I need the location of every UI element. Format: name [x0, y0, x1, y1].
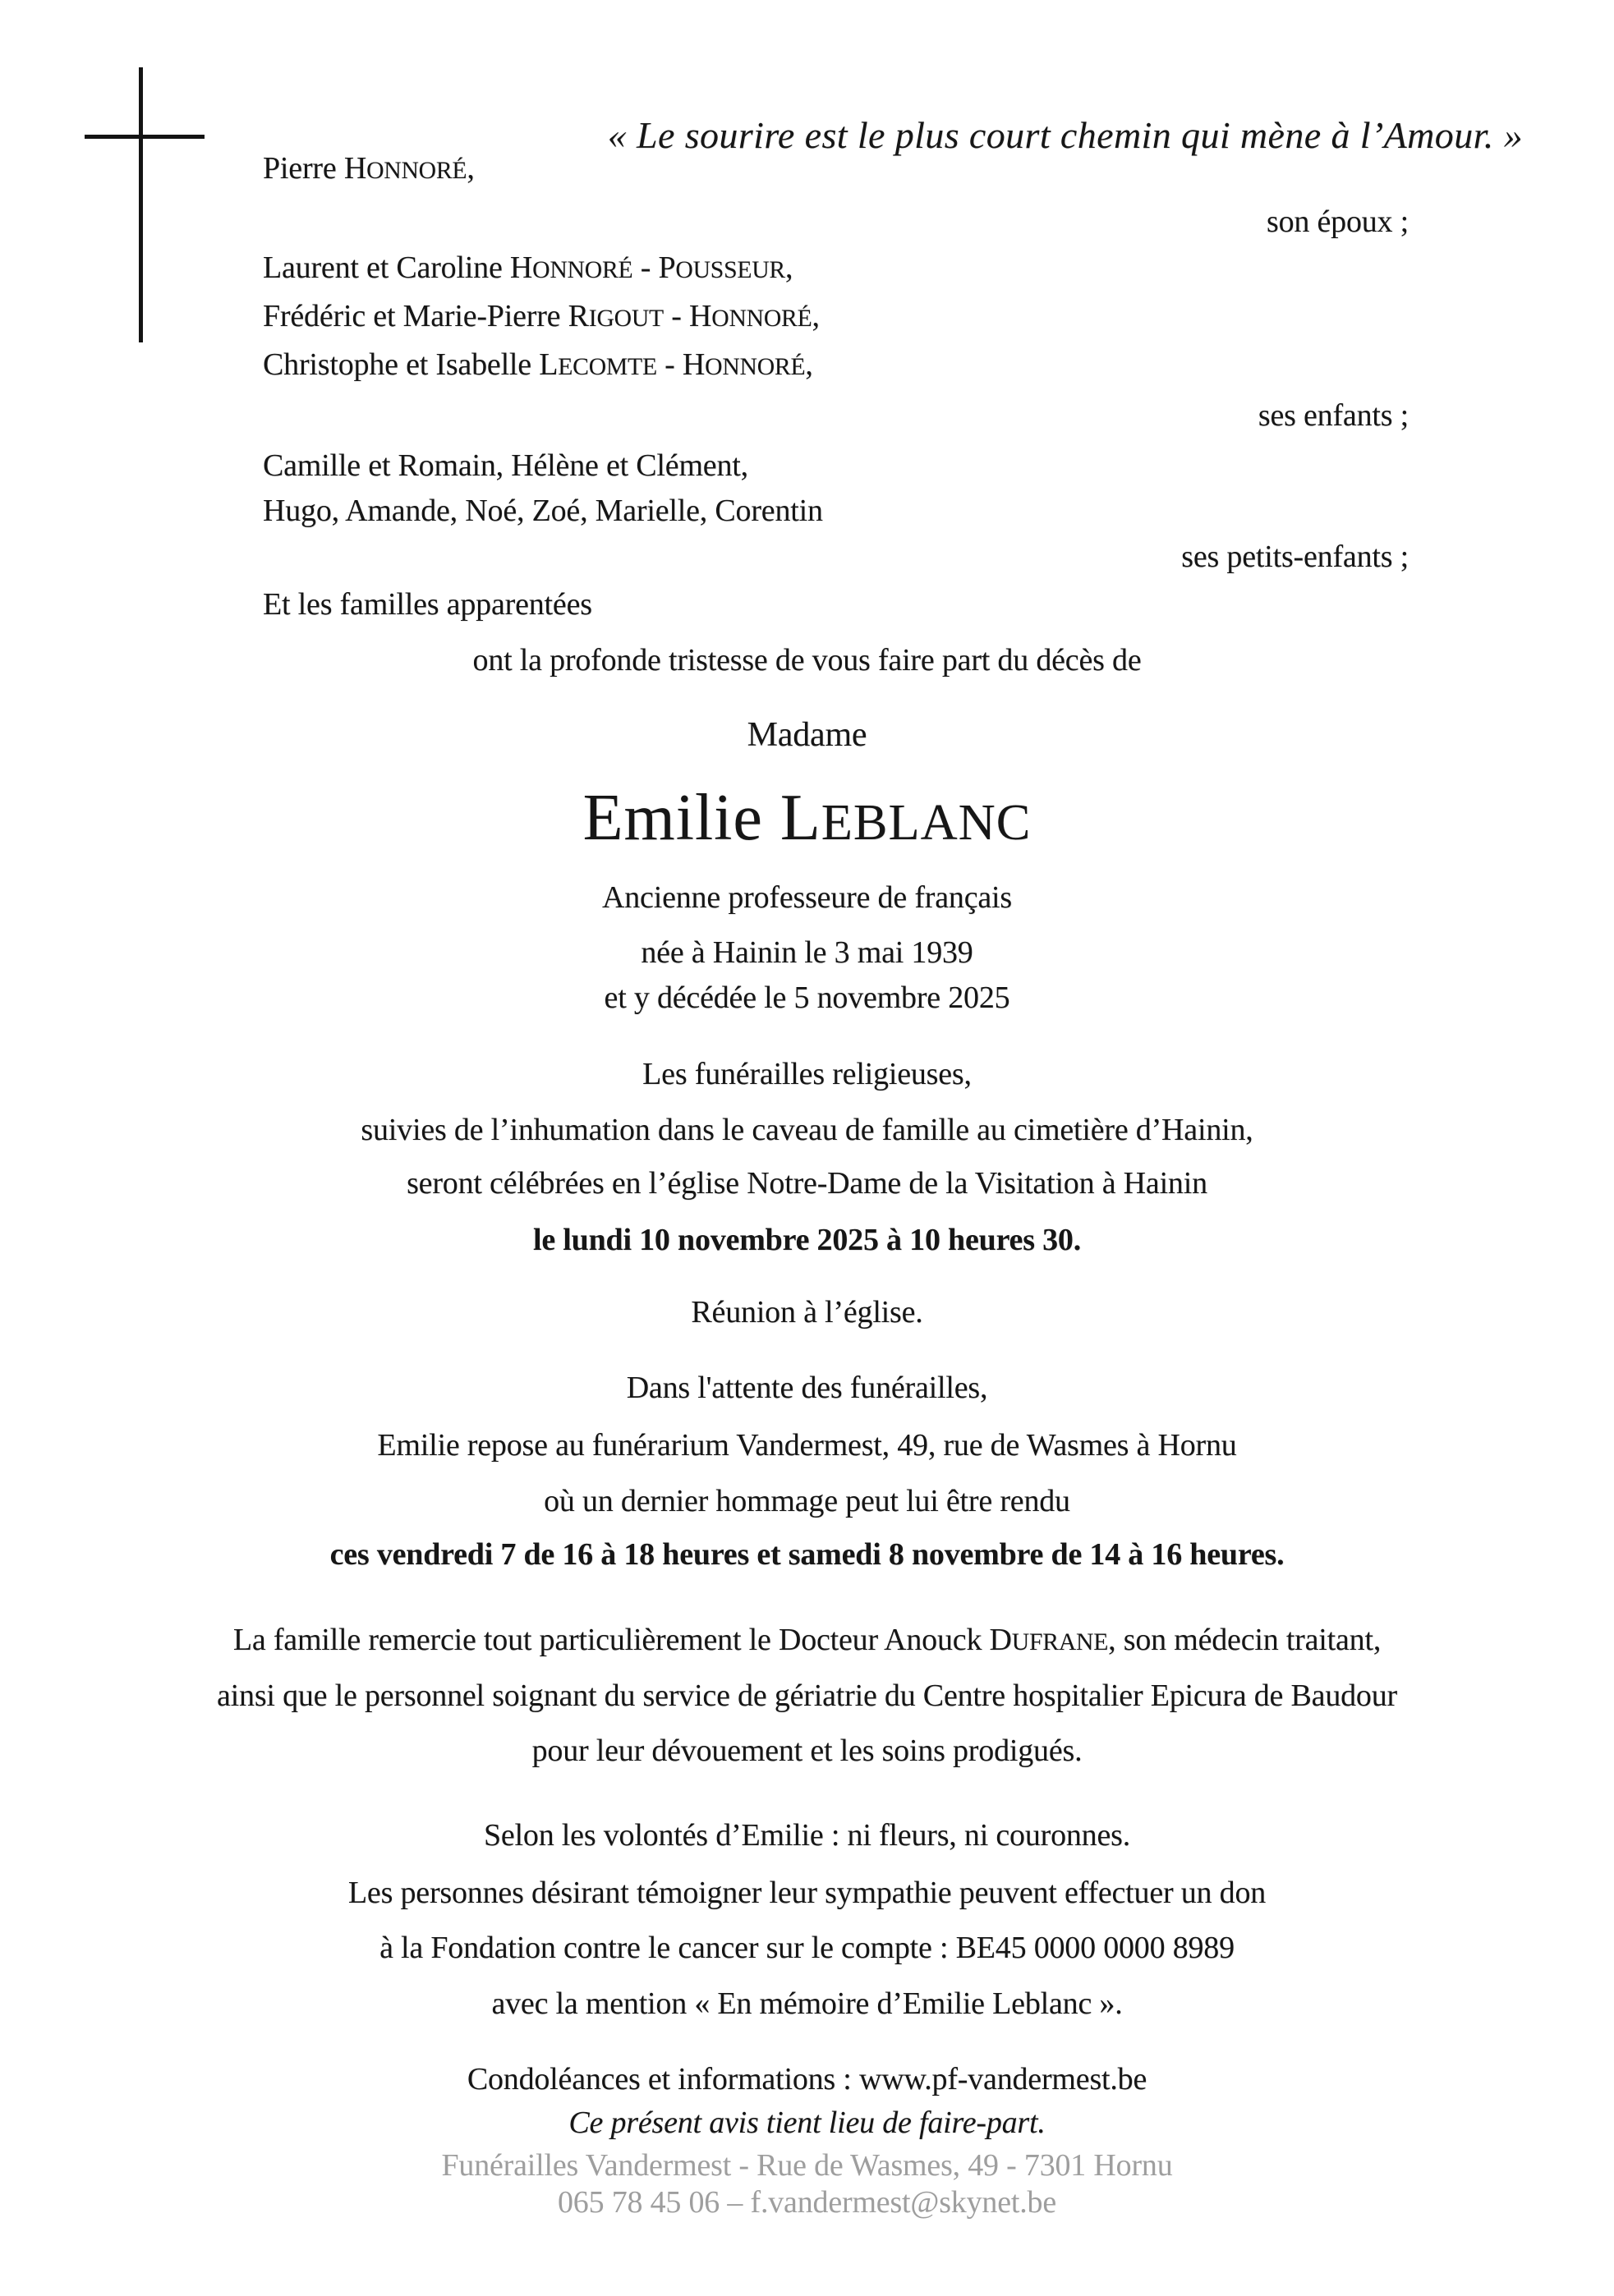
announcement-line: ont la profonde tristesse de vous faire part du décès de — [472, 643, 1142, 677]
reunion-line: Réunion à l’église. — [691, 1295, 923, 1329]
funeral-home-line: Funérailles Vandermest - Rue de Wasmes, 49 - 7301 Hornu — [441, 2148, 1173, 2183]
ceremony-line-3: seront célébrées en l’église Notre-Dame de la Visitation à Hainin — [407, 1166, 1207, 1201]
related-families-line: Et les familles apparentées — [263, 587, 592, 622]
husband-role-label: son époux ; — [1266, 204, 1409, 239]
grandchildren-line-2: Hugo, Amande, Noé, Zoé, Marielle, Corentin — [263, 494, 823, 528]
donation-line-3: avec la mention « En mémoire d’Emilie Leblanc ». — [491, 1986, 1123, 2021]
grandchildren-role-label: ses petits-enfants ; — [1181, 540, 1409, 574]
donation-line-2: à la Fondation contre le cancer sur le compte : BE45 0000 0000 8989 — [379, 1931, 1235, 1965]
deceased-profession: Ancienne professeure de français — [602, 880, 1012, 915]
deceased-name: Emilie LEBLANC — [582, 782, 1032, 854]
death-line: et y décédée le 5 novembre 2025 — [604, 980, 1010, 1015]
children-role-label: ses enfants ; — [1258, 398, 1409, 433]
thanks-line-1: La famille remercie tout particulièrement le Docteur Anouck DUFRANE, son médecin traitant, — [232, 1623, 1382, 1657]
notice-line: Ce présent avis tient lieu de faire-part. — [568, 2105, 1046, 2140]
condolences-line: Condoléances et informations : www.pf-vandermest.be — [467, 2062, 1147, 2096]
ceremony-datetime: le lundi 10 novembre 2025 à 10 heures 30. — [532, 1223, 1082, 1257]
children-line-2: Frédéric et Marie-Pierre RIGOUT - HONNORÉ, — [263, 299, 820, 333]
children-line-3: Christophe et Isabelle LECOMTE - HONNORÉ, — [263, 347, 813, 382]
ceremony-line-1: Les funérailles religieuses, — [642, 1057, 972, 1091]
birth-line: née à Hainin le 3 mai 1939 — [641, 935, 973, 970]
ceremony-line-2: suivies de l’inhumation dans le caveau de famille au cimetière d’Hainin, — [361, 1113, 1253, 1147]
thanks-line-3: pour leur dévouement et les soins prodigués. — [531, 1733, 1083, 1768]
deceased-title: Madame — [747, 716, 867, 754]
visitation-line-1: Dans l'attente des funérailles, — [626, 1371, 988, 1405]
husband-line: Pierre HONNORÉ, — [263, 151, 475, 186]
donation-line-1: Les personnes désirant témoigner leur sympathie peuvent effectuer un don — [347, 1876, 1267, 1910]
children-line-1: Laurent et Caroline HONNORÉ - POUSSEUR, — [263, 250, 793, 285]
quote-text: « Le sourire est le plus court chemin qui mène à l’Amour. » — [607, 114, 1523, 156]
grandchildren-line-1: Camille et Romain, Hélène et Clément, — [263, 448, 748, 483]
visitation-line-2: Emilie repose au funérarium Vandermest, 49, rue de Wasmes à Hornu — [377, 1428, 1237, 1463]
visitation-hours: ces vendredi 7 de 16 à 18 heures et samedi 8 novembre de 14 à 16 heures. — [329, 1537, 1285, 1572]
wishes-line: Selon les volontés d’Emilie : ni fleurs, ni couronnes. — [483, 1818, 1131, 1853]
thanks-line-2: ainsi que le personnel soignant du service de gériatrie du Centre hospitalier Epicura de Baudour — [217, 1678, 1397, 1713]
visitation-line-3: où un dernier hommage peut lui être rendu — [544, 1484, 1070, 1518]
contact-line: 065 78 45 06 – f.vandermest@skynet.be — [558, 2185, 1056, 2220]
